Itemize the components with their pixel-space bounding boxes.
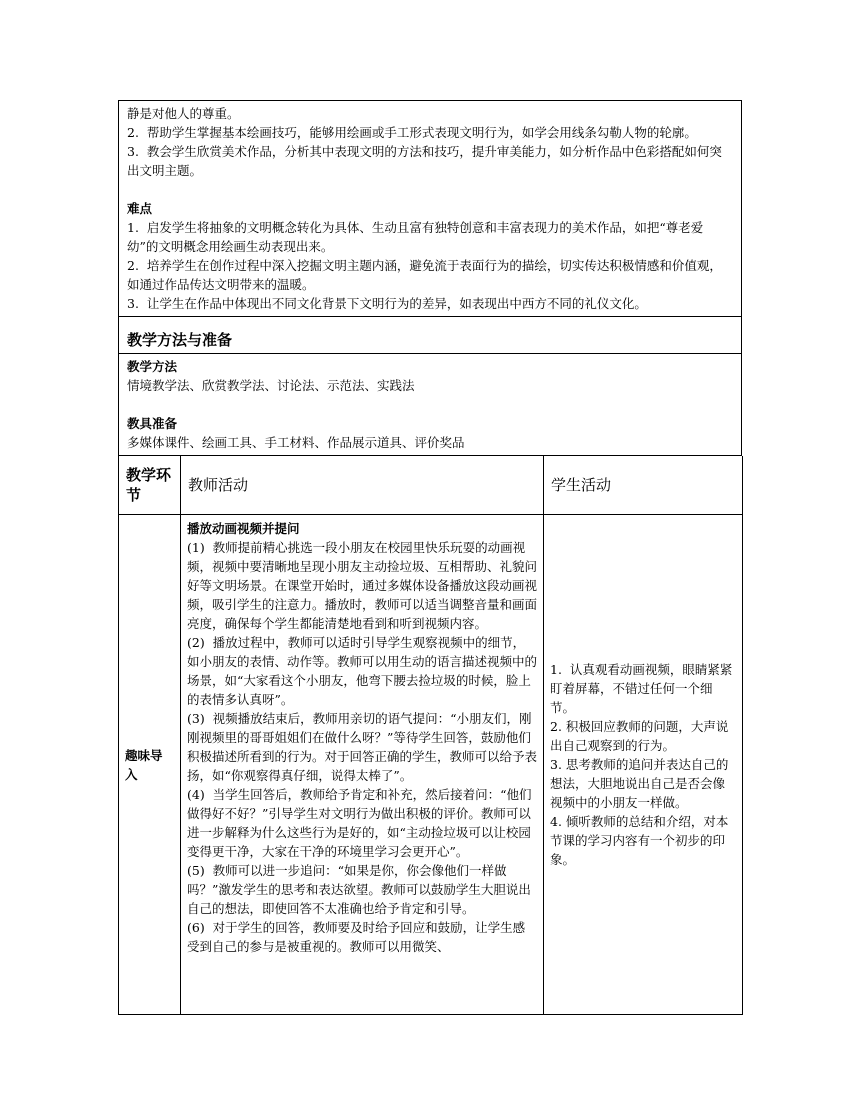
table-row (119, 515, 743, 1015)
student-paragraph: 3. 思考教师的追问并表达自己的想法，大胆地说出自己是否会像视频中的小朋友一样做。 (550, 757, 729, 810)
focus-line: 2. 帮助学生掌握基本绘画技巧，能够用绘画或手工形式表现文明行为，如学会用线条勾勒人物的轮廓。 (127, 125, 697, 140)
methods-section-title: 教学方法与准备 (118, 317, 742, 354)
student-paragraph: 4. 倾听教师的总结和介绍，对本节课的学习内容有一个初步的印象。 (550, 814, 729, 867)
teacher-paragraph: (5) 教师可以进一步追问：“如果是你，你会像他们一样做吗？”激发学生的思考和表达欲望。教师可以鼓励学生大胆说出自己的想法，即使回答不太准确也给予肯定和引导。 (187, 863, 531, 916)
focus-line: 3. 教会学生欣赏美术作品，分析其中表现文明的方法和技巧，提升审美能力，如分析作品中色彩搭配如何突出文明主题。 (127, 144, 722, 178)
spacer (127, 180, 733, 199)
focus-line: 静是对他人的尊重。 (127, 106, 240, 121)
spacer (127, 395, 733, 414)
methods-text: 情境教学法、欣赏教学法、讨论法、示范法、实践法 (127, 378, 415, 393)
difficulty-line: 3. 让学生在作品中体现出不同文化背景下文明行为的差异，如表现出中西方不同的礼仪文化。 (127, 296, 647, 311)
activity-table (118, 456, 743, 1015)
teacher-activity-cell (181, 515, 544, 1015)
teacher-paragraph: (2) 播放过程中，教师可以适时引导学生观察视频中的细节，如小朋友的表情、动作等。教师可以用生动的语言描述视频中的场景，如“大家看这个小朋友，他弯下腰去捡垃圾的时候，脸上的表情多认真呀”。 (187, 635, 538, 707)
teacher-paragraph: (1) 教师提前精心挑选一段小朋友在校园里快乐玩耍的动画视频，视频中要清晰地呈现小朋友主动捡垃圾、互相帮助、礼貌问好等文明场景。在课堂开始时，通过多媒体设备播放这段动画视频，吸引学生的注意力。播放时，教师可以适当调整音量和画面亮度，确保每个学生都能清楚地看到和听到视频内容。 (187, 540, 538, 631)
tools-heading: 教具准备 (127, 416, 178, 431)
teacher-paragraph: (6) 对于学生的回答，教师要及时给予回应和鼓励，让学生感受到自己的参与是被重视的。教师可以用微笑、 (187, 920, 526, 954)
lesson-plan-page (118, 100, 742, 1015)
stage-cell: 趣味导入 (119, 515, 181, 1015)
difficulty-heading: 难点 (127, 201, 153, 216)
student-activity-cell (544, 515, 743, 1015)
student-paragraph: 2. 积极回应教师的问题，大声说出自己观察到的行为。 (550, 719, 729, 753)
teacher-activity-title: 播放动画视频并提问 (187, 521, 300, 536)
key-points-section (118, 100, 742, 317)
teacher-paragraph: (4) 当学生回答后，教师给予肯定和补充，然后接着问：“他们做得好不好？”引导学生对文明行为做出积极的评价。教师可以进一步解释为什么这些行为是好的，如“主动捡垃圾可以让校园变得更干净，大家在干净的环境里学习会更开心”。 (187, 787, 532, 859)
teacher-paragraph: (3) 视频播放结束后，教师用亲切的语气提问：“小朋友们，刚刚视频里的哥哥姐姐们在做什么呀？”等待学生回答，鼓励他们积极描述所看到的行为。对于回答正确的学生，教师可以给予表扬，如“你观察得真仔细，说得太棒了”。 (187, 711, 538, 783)
header-student: 学生活动 (544, 456, 743, 515)
tools-text: 多媒体课件、绘画工具、手工材料、作品展示道具、评价奖品 (127, 435, 465, 450)
methods-section (118, 354, 742, 456)
student-paragraph: 1. 认真观看动画视频，眼睛紧紧盯着屏幕，不错过任何一个细节。 (550, 662, 733, 715)
header-stage: 教学环节 (119, 456, 181, 515)
difficulty-line: 2. 培养学生在创作过程中深入挖掘文明主题内涵，避免流于表面行为的描绘，切实传达积极情感和价值观，如通过作品传达文明带来的温暖。 (127, 258, 722, 292)
methods-heading: 教学方法 (127, 359, 178, 374)
header-teacher: 教师活动 (181, 456, 544, 515)
activity-table-header (119, 456, 743, 515)
difficulty-line: 1. 启发学生将抽象的文明概念转化为具体、生动且富有独特创意和丰富表现力的美术作品，如把“尊老爱幼”的文明概念用绘画生动表现出来。 (127, 220, 704, 254)
